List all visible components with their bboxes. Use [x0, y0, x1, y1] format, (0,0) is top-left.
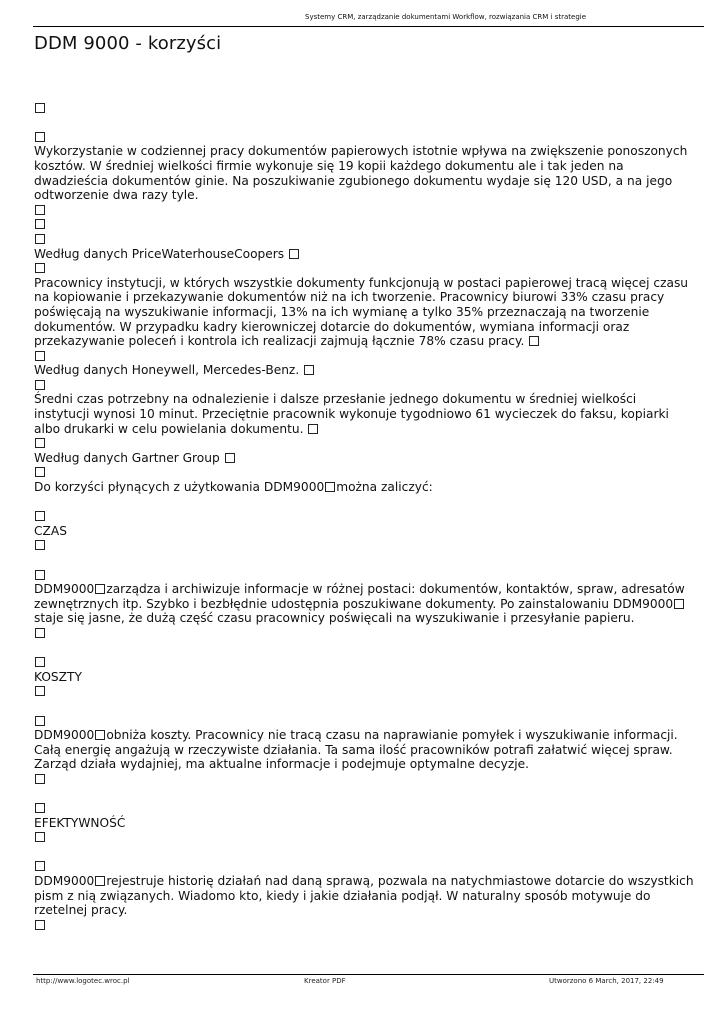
- blank-line: [34, 495, 694, 510]
- paragraph-text: zarządza i archiwizuje informacje w różnej postaci: dokumentów, kontaktów, spraw, adresatów zewnętrznych itp. Szybko i bezbłędnie udostępnia poszukiwane dokumenty. Po zainstalowaniu: [34, 582, 689, 611]
- missing-glyph-icon: [95, 584, 105, 594]
- placeholder-glyph-line: [34, 349, 694, 364]
- product-name: DDM9000: [34, 728, 95, 743]
- placeholder-glyph-line: [34, 714, 694, 729]
- missing-glyph-icon: [35, 716, 45, 726]
- source-text: Według danych PriceWaterhouseCoopers: [34, 246, 285, 261]
- paragraph-time-use: [34, 276, 694, 349]
- placeholder-glyph-line: [34, 655, 694, 670]
- blank-line: [34, 86, 694, 101]
- paragraph-paper-costs: Wykorzystanie w codziennej pracy dokumentów papierowych istotnie wpływa na zwiększenie ponoszonych kosztów. W średniej wielkości firmie wykonuje się 19 kopii każdego dokumentu ale i tak jeden na dwadzieścia dokumentów ginie. Na poszukiwanie zgubionego dokumentu wydaje się 120 USD, a na jego odtworzenie dwa razy tyle.: [34, 144, 692, 203]
- product-name: DDM9000: [34, 582, 95, 597]
- placeholder-glyph-line: [34, 232, 694, 247]
- source-line-gartner: [34, 451, 694, 466]
- missing-glyph-icon: [35, 774, 45, 784]
- paragraph-text: rejestruje historię działań nad daną sprawą, pozwala na natychmiastowe dotarcie do wszystkich pism z nią związanych. Wiadomo kto, kiedy i jakie działania podjął. W naturalny sposób motywuje do rzetelnej pracy.: [34, 874, 698, 918]
- missing-glyph-icon: [35, 467, 45, 477]
- placeholder-glyph-line: [34, 465, 694, 480]
- source-line-pwc: [34, 247, 694, 262]
- missing-glyph-icon: [35, 219, 45, 229]
- placeholder-glyph-line: [34, 101, 694, 116]
- page-title: DDM 9000 - korzyści: [34, 33, 222, 54]
- footer-website-link[interactable]: http://www.logotec.wroc.pl: [36, 977, 130, 985]
- blank-line: [34, 845, 694, 860]
- blank-line: [34, 787, 694, 802]
- placeholder-glyph-line: [34, 859, 694, 874]
- missing-glyph-icon: [35, 570, 45, 580]
- missing-glyph-icon: [308, 424, 318, 434]
- paragraph-efektywnosc: [34, 874, 698, 918]
- missing-glyph-icon: [674, 599, 684, 609]
- section-heading-efektywnosc: EFEKTYWNOŚĆ: [34, 815, 126, 830]
- placeholder-glyph-line: [34, 130, 694, 145]
- document-body: [34, 86, 698, 932]
- missing-glyph-icon: [35, 351, 45, 361]
- missing-glyph-icon: [35, 380, 45, 390]
- missing-glyph-icon: [35, 628, 45, 638]
- missing-glyph-icon: [35, 861, 45, 871]
- paragraph-czas: [34, 582, 694, 626]
- product-name: DDM9000: [34, 874, 95, 889]
- placeholder-glyph-line: [34, 261, 694, 276]
- source-text: Według danych Gartner Group: [34, 450, 220, 465]
- source-line-honeywell: [34, 363, 694, 378]
- footer-created-timestamp: Utworzono 6 March, 2017, 22:49: [549, 977, 664, 985]
- placeholder-glyph-line: [34, 801, 694, 816]
- missing-glyph-icon: [35, 686, 45, 696]
- placeholder-glyph-line: [34, 436, 694, 451]
- paragraph-search-time: [34, 392, 694, 436]
- placeholder-glyph-line: [34, 684, 694, 699]
- missing-glyph-icon: [225, 453, 235, 463]
- intro-text: można zaliczyć:: [336, 480, 433, 495]
- paragraph-koszty: [34, 728, 694, 772]
- missing-glyph-icon: [35, 103, 45, 113]
- placeholder-glyph-line: [34, 378, 694, 393]
- blank-line: [34, 553, 694, 568]
- paragraph-text: obniża koszty. Pracownicy nie tracą czasu na naprawianie pomyłek i wyszukiwanie informacji. Całą energię angażują w rzeczywiste działania. Ta sama ilość pracowników potrafi załatwić więcej spraw. Zarząd działa wydajniej, ma aktualne informacje i podejmuje optymalne decyzje.: [34, 728, 682, 772]
- placeholder-glyph-line: [34, 509, 694, 524]
- missing-glyph-icon: [95, 876, 105, 886]
- page-header-text: Systemy CRM, zarządzanie dokumentami Workflow, rozwiązania CRM i strategie: [305, 13, 587, 21]
- missing-glyph-icon: [35, 657, 45, 667]
- product-name: DDM9000: [612, 596, 674, 611]
- paragraph-text: Pracownicy instytucji, w których wszystkie dokumenty funkcjonują w postaci papierowej tracą więcej czasu na kopiowanie i przekazywanie dokumentów niż na ich tworzenie. Pracownicy biurowi 33% czasu pracy poświęcają na wyszukiwanie informacji, 13% na ich wymianę a tylko 35% przeznaczają na tworzenie dokumentów. W przypadku kadry kierowniczej dotarcie do dokumentów, wymiana informacji oraz przekazywanie poleceń i kontrola ich realizacji zajmują łącznie 78% czasu pracy.: [34, 275, 692, 349]
- missing-glyph-icon: [35, 132, 45, 142]
- missing-glyph-icon: [35, 205, 45, 215]
- placeholder-glyph-line: [34, 918, 694, 933]
- missing-glyph-icon: [35, 234, 45, 244]
- intro-text: Do korzyści płynących z użytkowania DDM9000: [34, 480, 325, 495]
- header-divider: [33, 26, 704, 27]
- placeholder-glyph-line: [34, 568, 694, 583]
- section-heading-czas: CZAS: [34, 523, 67, 538]
- section-heading-koszty: KOSZTY: [34, 669, 82, 684]
- placeholder-glyph-line: [34, 217, 694, 232]
- missing-glyph-icon: [35, 511, 45, 521]
- missing-glyph-icon: [35, 263, 45, 273]
- missing-glyph-icon: [304, 365, 314, 375]
- missing-glyph-icon: [35, 832, 45, 842]
- blank-line: [34, 699, 694, 714]
- missing-glyph-icon: [35, 438, 45, 448]
- source-text: Według danych Honeywell, Mercedes-Benz.: [34, 363, 300, 378]
- missing-glyph-icon: [35, 920, 45, 930]
- footer-generator-label: Kreator PDF: [304, 977, 346, 985]
- blank-line: [34, 115, 694, 130]
- missing-glyph-icon: [529, 336, 539, 346]
- placeholder-glyph-line: [34, 538, 694, 553]
- missing-glyph-icon: [325, 482, 335, 492]
- placeholder-glyph-line: [34, 830, 694, 845]
- benefits-intro: [34, 480, 694, 495]
- missing-glyph-icon: [35, 803, 45, 813]
- placeholder-glyph-line: [34, 626, 694, 641]
- blank-line: [34, 641, 694, 656]
- footer-divider: [33, 974, 704, 975]
- missing-glyph-icon: [35, 540, 45, 550]
- paragraph-text: Średni czas potrzebny na odnalezienie i dalsze przesłanie jednego dokumentu w średniej wielkości instytucji wynosi 10 minut. Przeciętnie pracownik wykonuje tygodniowo 61 wycieczek do faksu, kopiarki albo drukarki w celu powielania dokumentu.: [34, 392, 673, 436]
- placeholder-glyph-line: [34, 203, 694, 218]
- placeholder-glyph-line: [34, 772, 694, 787]
- missing-glyph-icon: [289, 249, 299, 259]
- missing-glyph-icon: [95, 730, 105, 740]
- paragraph-text: staje się jasne, że dużą część czasu pracownicy poświęcali na wyszukiwanie i przesyłanie papieru.: [34, 611, 635, 626]
